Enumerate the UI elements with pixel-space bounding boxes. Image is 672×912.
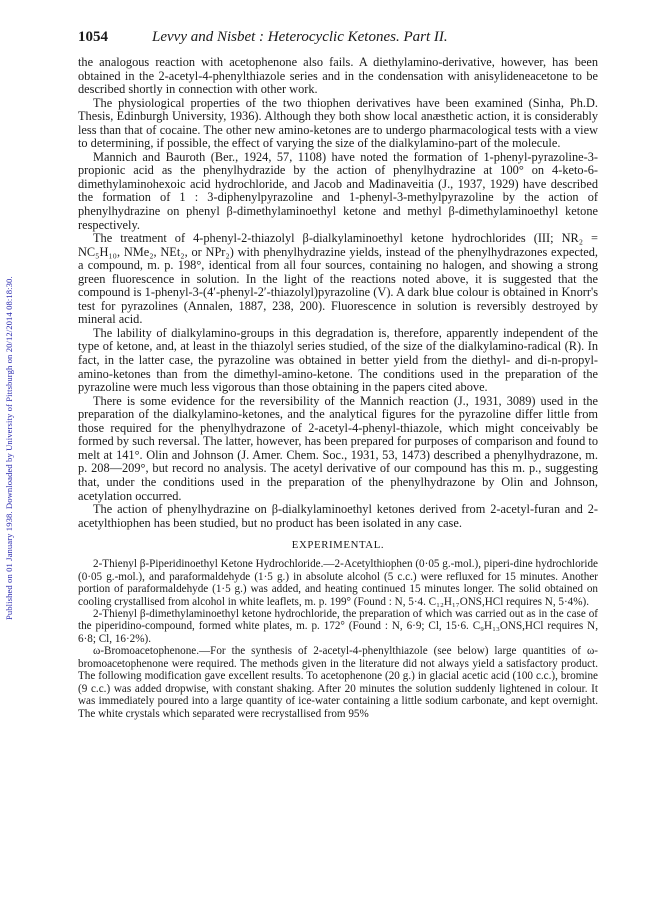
experimental-section	[78, 558, 598, 720]
download-watermark	[2, 150, 18, 620]
paragraph-lability: The lability of dialkylamino-groups in this degradation is, therefore, apparently independent of the type of ketone, and, at least in the thiazolyl series studied, of the size of the dialkylamino-radical (R). In fact, in the latter case, the pyrazoline was obtained in better yield from the diethyl- and di-n-propyl-amino-ketones than from the dimethyl-amino-ketone. The conditions used in the preparation of the pyrazoline were much less vigorous than those obtaining in the papers cited above.	[78, 325, 598, 395]
running-title: Levvy and Nisbet : Heterocyclic Ketones. Part II.	[152, 29, 448, 45]
experimental-paragraph-bromoacetophenone: ω-Bromoacetophenone.—For the synthesis of 2-acetyl-4-phenylthiazole (see below) large quantities of ω-bromoacetophenone were required. The methods given in the literature did not always yield a satisfactory product. The following modification gave excellent results. To acetophenone (20 g.) in glacial acetic acid (100 c.c.), bromine (9 c.c.) was added dropwise, with constant shaking. After 20 minutes the solution suddenly lightened in colour. It was immediately poured into a large quantity of ice-water containing a little sodium carbonate, and kept overnight. The white crystals which separated were recrystallised from 95%	[78, 645, 598, 720]
paragraph-continuation: the analogous reaction with acetophenone also fails. A diethylamino-derivative, however, has been obtained in the 2-acetyl-4-phenylthiazole series and in the condensation with anisylideneacetone to be described shortly in connection with other work.	[78, 55, 598, 97]
paragraph-treatment: The treatment of 4-phenyl-2-thiazolyl β-dialkylaminoethyl ketone hydrochlorides (III; NR₂ = NC₅H₁₀, NMe₂, NEt₂, or NPr₂) with phenylhydrazine yields, instead of the phenylhydrazones expected, a compound, m. p. 198°, identical from all four sources, containing no halogen, and showing a strong green fluorescence in solution. In the light of the reactions noted above, it is suggested that the compound is 1-phenyl-3-(4′-phenyl-2′-thiazolyl)pyrazoline (V). A dark blue colour is obtained in Knorr's test for pyrazolines (Annalen, 1887, 238, 200). Fluorescence in solution is reversibly destroyed by mineral acid.	[78, 231, 598, 327]
experimental-paragraph-dimethylamino: 2-Thienyl β-dimethylaminoethyl ketone hydrochloride, the preparation of which was carried out as in the case of the piperidino-compound, formed white plates, m. p. 172° (Found : N, 6·9; Cl, 15·6. C₉H₁₃ONS,HCl requires N, 6·8; Cl, 16·2%).	[78, 607, 598, 645]
experimental-paragraph-piperidino: 2-Thienyl β-Piperidinoethyl Ketone Hydrochloride.—2-Acetylthiophen (0·05 g.-mol.), piperi-dine hydrochloride (0·05 g.-mol.), and paraformaldehyde (1·5 g.) in absolute alcohol (5 c.c.) were refluxed for 15 minutes. Another portion of paraformaldehyde (1·5 g.) was added, and heating continued 15 minutes longer. The solid obtained on cooling crystallised from alcohol in white leaflets, m. p. 199° (Found : N, 5·4. C₁₂H₁₇ONS,HCl requires N, 5·4%).	[78, 558, 598, 608]
paragraph-physiological: The physiological properties of the two thiophen derivatives have been examined (Sinha, Ph.D. Thesis, Edinburgh University, 1936). Although they both show local anæsthetic action, it is considerably less than that of cocaine. The other new amino-ketones are to undergo pharmacological tests with a view to determining, if possible, the effect of varying the size of the dialkylamino-part of the molecule.	[78, 95, 598, 151]
page-header	[78, 29, 598, 51]
paragraph-reversibility: There is some evidence for the reversibility of the Mannich reaction (J., 1931, 3089) used in the preparation of the dialkylamino-ketones, and the analytical figures for the pyrazoline differ little from those required for the phenylhydrazone of 2-acetyl-4-phenyl-thiazole, which might conceivably be formed by such reversal. The latter, however, has been prepared for purposes of comparison and found to melt at 141°. Olin and Johnson (J. Amer. Chem. Soc., 1931, 53, 1473) described a phenylhydrazone, m. p. 208—209°, but record no analysis. The acetyl derivative of our compound has this m. p., suggesting that, under the conditions used in the preparation of the phenylhydrazone by Olin and Johnson, acetylation occurred.	[78, 393, 598, 503]
download-notice-text: Published on 01 January 1938. Downloaded by University of Pittsburgh on 20/12/2014 08:18:30.	[4, 276, 14, 620]
article-body	[78, 56, 598, 720]
page-number: 1054	[78, 29, 108, 45]
paragraph-mannich: Mannich and Bauroth (Ber., 1924, 57, 1108) have noted the formation of 1-phenyl-pyrazoline-3-propionic acid as the phenylhydrazide by the action of phenylhydrazine at 100° on 4-keto-6-dimethylaminohexoic acid hydrochloride, and Jacob and Madinaveitia (J., 1937, 1929) have described the formation of 1 : 3-diphenylpyrazoline and 1-phenyl-3-methylpyrazoline by the action of phenylhydrazine on phenyl β-dimethylaminoethyl ketone and methyl β-dimethylaminoethyl ketone respectively.	[78, 149, 598, 232]
experimental-heading: EXPERIMENTAL.	[291, 539, 385, 552]
paragraph-action: The action of phenylhydrazine on β-dialkylaminoethyl ketones derived from 2-acetyl-furan and 2-acetylthiophen has been studied, but no product has been isolated in any case.	[78, 502, 598, 530]
